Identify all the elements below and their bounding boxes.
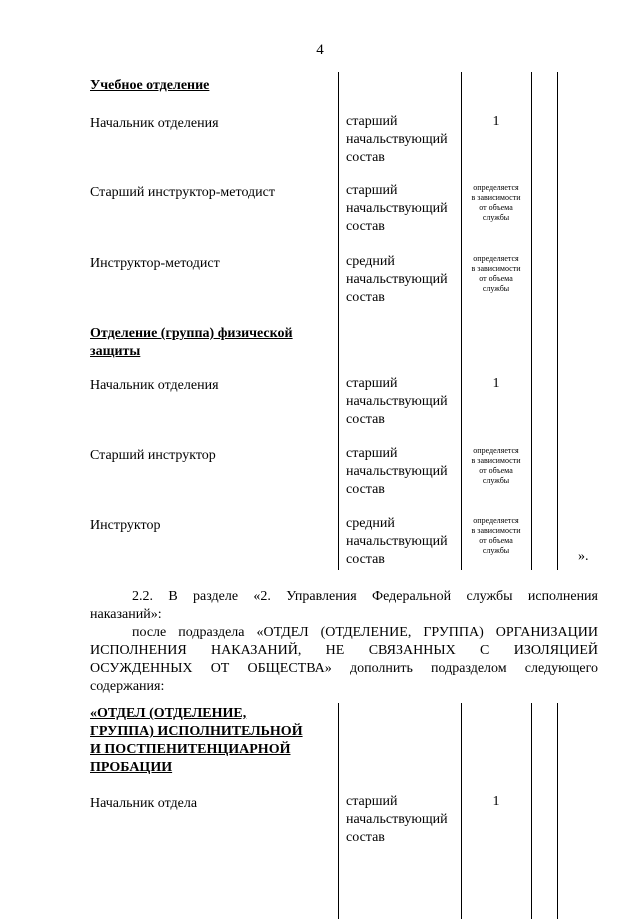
table1-column-line-3 — [531, 72, 532, 570]
paragraph-line: ИСПОЛНЕНИЯ НАКАЗАНИЙ, НЕ СВЯЗАННЫХ С ИЗОЛЯЦИЕЙ — [90, 643, 598, 658]
note-line: в зависимости — [471, 193, 521, 202]
staff-count-note — [456, 446, 536, 486]
section-title-line: ПРОБАЦИИ — [90, 760, 173, 775]
section-title-line: И ПОСТПЕНИТЕНЦИАРНОЙ — [90, 742, 291, 757]
table1-column-line-4 — [557, 72, 558, 570]
position-name: Начальник отделения — [90, 378, 219, 393]
amendment-paragraph-2-2 — [90, 588, 598, 624]
closing-quote-mark: ». — [578, 549, 589, 564]
position-name: Старший инструктор — [90, 448, 216, 463]
note-line: службы — [482, 546, 510, 555]
staff-category-line: состав — [346, 482, 385, 497]
staff-category — [346, 515, 466, 569]
staff-category-line: начальствующий — [346, 272, 448, 287]
section-title-probation-department — [90, 705, 303, 777]
section-title-physical-protection — [90, 325, 293, 361]
note-line: определяется — [473, 254, 519, 263]
staff-category — [346, 793, 466, 847]
table2-column-line-3 — [531, 703, 532, 919]
staff-category-line: начальствующий — [346, 201, 448, 216]
staff-count-note — [456, 516, 536, 556]
staff-count-note — [456, 254, 536, 294]
note-line: от объема — [479, 274, 513, 283]
staff-category — [346, 445, 466, 499]
note-line: службы — [482, 476, 510, 485]
staff-category-line: состав — [346, 552, 385, 567]
note-line: от объема — [479, 466, 513, 475]
note-line: от объема — [479, 536, 513, 545]
staff-count: 1 — [492, 794, 500, 809]
staff-count-note — [456, 183, 536, 223]
table2-column-line-1 — [338, 703, 339, 919]
staff-category-line: состав — [346, 150, 385, 165]
position-name: Старший инструктор-методист — [90, 185, 275, 200]
note-line: в зависимости — [471, 264, 521, 273]
staff-count: 1 — [492, 114, 500, 129]
paragraph-line: 2.2. В разделе «2. Управления Федеральной службы исполнения — [132, 589, 598, 604]
note-line: определяется — [473, 446, 519, 455]
staff-category-line: начальствующий — [346, 394, 448, 409]
staff-category-line: старший — [346, 183, 398, 198]
note-line: определяется — [473, 516, 519, 525]
section-title-line: ГРУППА) ИСПОЛНИТЕЛЬНОЙ — [90, 724, 303, 739]
paragraph-line: после подраздела «ОТДЕЛ (ОТДЕЛЕНИЕ, ГРУППА) ОРГАНИЗАЦИИ — [132, 625, 598, 640]
note-line: в зависимости — [471, 526, 521, 535]
position-name: Начальник отдела — [90, 796, 198, 811]
amendment-paragraph-insert — [90, 624, 598, 696]
paragraph-line: содержания: — [90, 679, 165, 694]
staff-category — [346, 182, 466, 236]
staff-category-line: состав — [346, 412, 385, 427]
staff-count: 1 — [492, 376, 500, 391]
position-name: Начальник отделения — [90, 116, 219, 131]
staff-category — [346, 113, 466, 167]
note-line: в зависимости — [471, 456, 521, 465]
staff-category-line: состав — [346, 290, 385, 305]
note-line: определяется — [473, 183, 519, 192]
note-line: от объема — [479, 203, 513, 212]
position-name: Инструктор-методист — [90, 256, 220, 271]
staff-category-line: состав — [346, 219, 385, 234]
staff-category-line: начальствующий — [346, 534, 448, 549]
table1-column-line-1 — [338, 72, 339, 570]
staff-category-line: начальствующий — [346, 132, 448, 147]
paragraph-line: наказаний»: — [90, 607, 162, 622]
note-line: службы — [482, 213, 510, 222]
section-title-line: защиты — [90, 344, 141, 359]
section-title-training-department: Учебное отделение — [90, 78, 210, 93]
position-name: Инструктор — [90, 518, 161, 533]
paragraph-line: ОСУЖДЕННЫХ ОТ ОБЩЕСТВА» дополнить подразделом следующего — [90, 661, 598, 676]
staff-category-line: старший — [346, 794, 398, 809]
staff-category-line: старший — [346, 376, 398, 391]
staff-category-line: состав — [346, 830, 385, 845]
staff-category — [346, 253, 466, 307]
section-title-line: Отделение (группа) физической — [90, 326, 293, 341]
staff-category-line: старший — [346, 446, 398, 461]
staff-category-line: старший — [346, 114, 398, 129]
staff-category-line: начальствующий — [346, 464, 448, 479]
page-number: 4 — [316, 42, 324, 58]
staff-category — [346, 375, 466, 429]
section-title-line: «ОТДЕЛ (ОТДЕЛЕНИЕ, — [90, 706, 247, 721]
note-line: службы — [482, 284, 510, 293]
staff-category-line: средний — [346, 516, 395, 531]
staff-category-line: средний — [346, 254, 395, 269]
staff-category-line: начальствующий — [346, 812, 448, 827]
table2-column-line-4 — [557, 703, 558, 919]
